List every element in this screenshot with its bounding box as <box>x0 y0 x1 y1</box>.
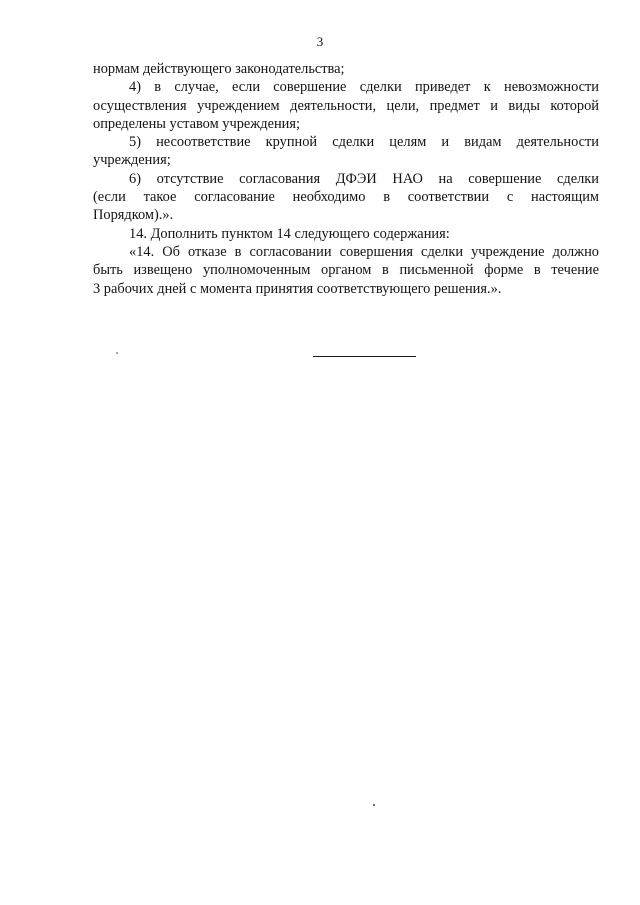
text-line: «14. Об отказе в согласовании совершения сделки учреждение должно <box>129 243 599 260</box>
text-line: быть извещено уполномоченным органом в письменной форме в течение <box>93 262 599 279</box>
paragraph-continuation <box>93 60 599 78</box>
text-line: нормам действующего законодательства; <box>93 61 345 77</box>
text-line: Порядком).». <box>93 207 174 224</box>
quoted-clause-14 <box>93 243 599 298</box>
document-body <box>93 60 599 298</box>
list-item-6 <box>93 170 599 225</box>
list-item-5 <box>93 133 599 170</box>
text-line: осуществления учреждением деятельности, цели, предмет и виды которой <box>93 97 599 114</box>
amendment-clause-14 <box>93 225 599 243</box>
page-number: 3 <box>316 34 324 49</box>
scan-speck <box>373 804 375 806</box>
text-line: 14. Дополнить пунктом 14 следующего содержания: <box>129 225 450 242</box>
text-line: (если такое согласование необходимо в соответствии с настоящим <box>93 189 599 206</box>
text-line: 4) в случае, если совершение сделки приведет к невозможности <box>129 79 599 96</box>
scan-speck <box>116 352 118 354</box>
text-line: 6) отсутствие согласования ДФЭИ НАО на совершение сделки <box>129 170 599 187</box>
text-line: учреждения; <box>93 152 171 169</box>
text-line: 5) несоответствие крупной сделки целям и видам деятельности <box>129 134 599 151</box>
end-of-document-rule <box>313 356 416 357</box>
text-line: определены уставом учреждения; <box>93 115 300 132</box>
list-item-4 <box>93 78 599 133</box>
text-line: 3 рабочих дней с момента принятия соответствующего решения.». <box>93 280 502 297</box>
